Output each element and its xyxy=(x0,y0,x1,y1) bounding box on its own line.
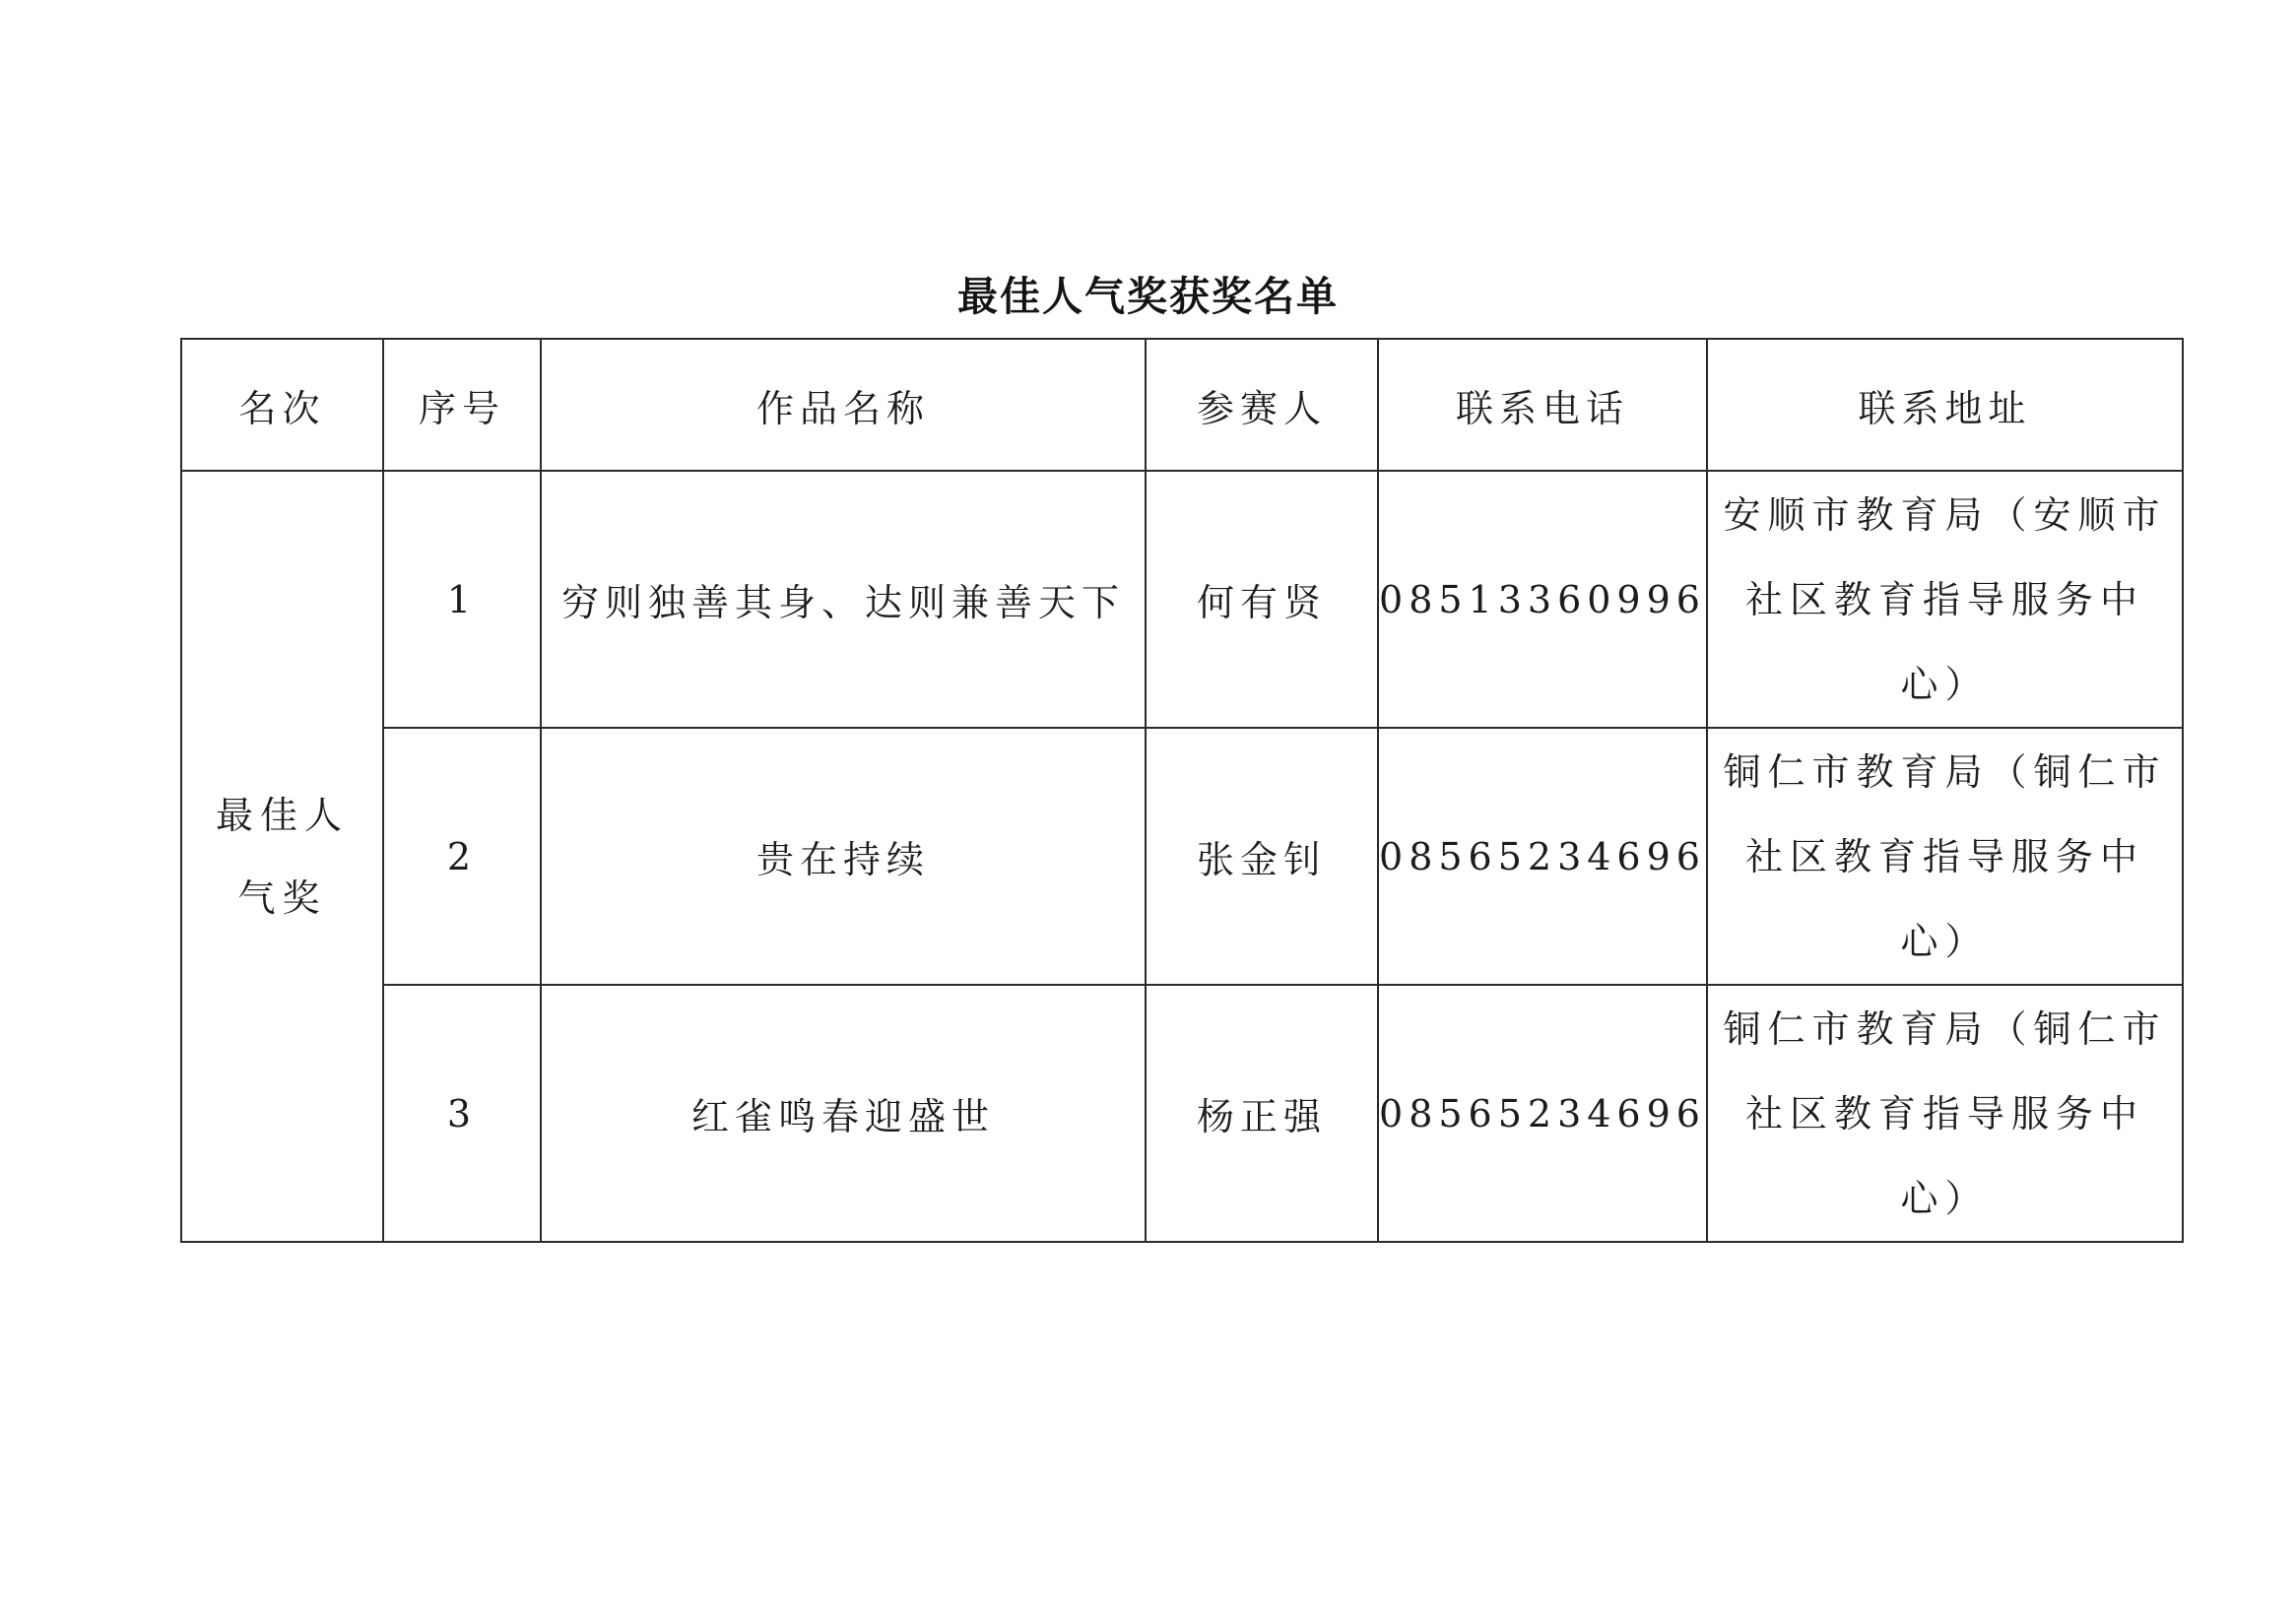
address-line: 铜仁市教育局（铜仁市 xyxy=(1723,1006,2167,1051)
address-line: 心） xyxy=(1900,919,1990,963)
header-seq: 序号 xyxy=(383,339,541,471)
participant-cell: 张金钊 xyxy=(1146,728,1378,985)
address-cell xyxy=(1707,471,2183,728)
header-rank: 名次 xyxy=(181,339,383,471)
address-line: 社区教育指导服务中 xyxy=(1744,577,2144,621)
seq-cell: 1 xyxy=(383,471,541,728)
phone-cell: 08565234696 xyxy=(1378,728,1707,985)
phone-cell: 08513360996 xyxy=(1378,471,1707,728)
page-title: 最佳人气奖获奖名单 xyxy=(957,273,1339,320)
address-cell xyxy=(1707,985,2183,1242)
work-cell: 贵在持续 xyxy=(541,728,1146,985)
rank-cell xyxy=(181,471,383,1242)
work-cell: 红雀鸣春迎盛世 xyxy=(541,985,1146,1242)
header-address: 联系地址 xyxy=(1707,339,2183,471)
address-line: 社区教育指导服务中 xyxy=(1744,1091,2144,1135)
address-line: 安顺市教育局（安顺市 xyxy=(1723,492,2167,537)
award-table xyxy=(180,338,2184,1243)
seq-cell: 3 xyxy=(383,985,541,1242)
participant-cell: 何有贤 xyxy=(1146,471,1378,728)
table-row xyxy=(181,471,2183,728)
rank-label: 最佳人气奖 xyxy=(215,793,349,920)
header-participant: 参赛人 xyxy=(1146,339,1378,471)
table-header-row xyxy=(181,339,2183,471)
table-row xyxy=(181,728,2183,985)
address-line: 心） xyxy=(1900,662,1990,706)
work-cell: 穷则独善其身、达则兼善天下 xyxy=(541,471,1146,728)
participant-cell: 杨正强 xyxy=(1146,985,1378,1242)
seq-cell: 2 xyxy=(383,728,541,985)
address-line: 社区教育指导服务中 xyxy=(1744,834,2144,878)
phone-cell: 08565234696 xyxy=(1378,985,1707,1242)
address-line: 铜仁市教育局（铜仁市 xyxy=(1723,749,2167,794)
header-work: 作品名称 xyxy=(541,339,1146,471)
address-cell xyxy=(1707,728,2183,985)
table-row xyxy=(181,985,2183,1242)
header-phone: 联系电话 xyxy=(1378,339,1707,471)
address-line: 心） xyxy=(1900,1176,1990,1220)
